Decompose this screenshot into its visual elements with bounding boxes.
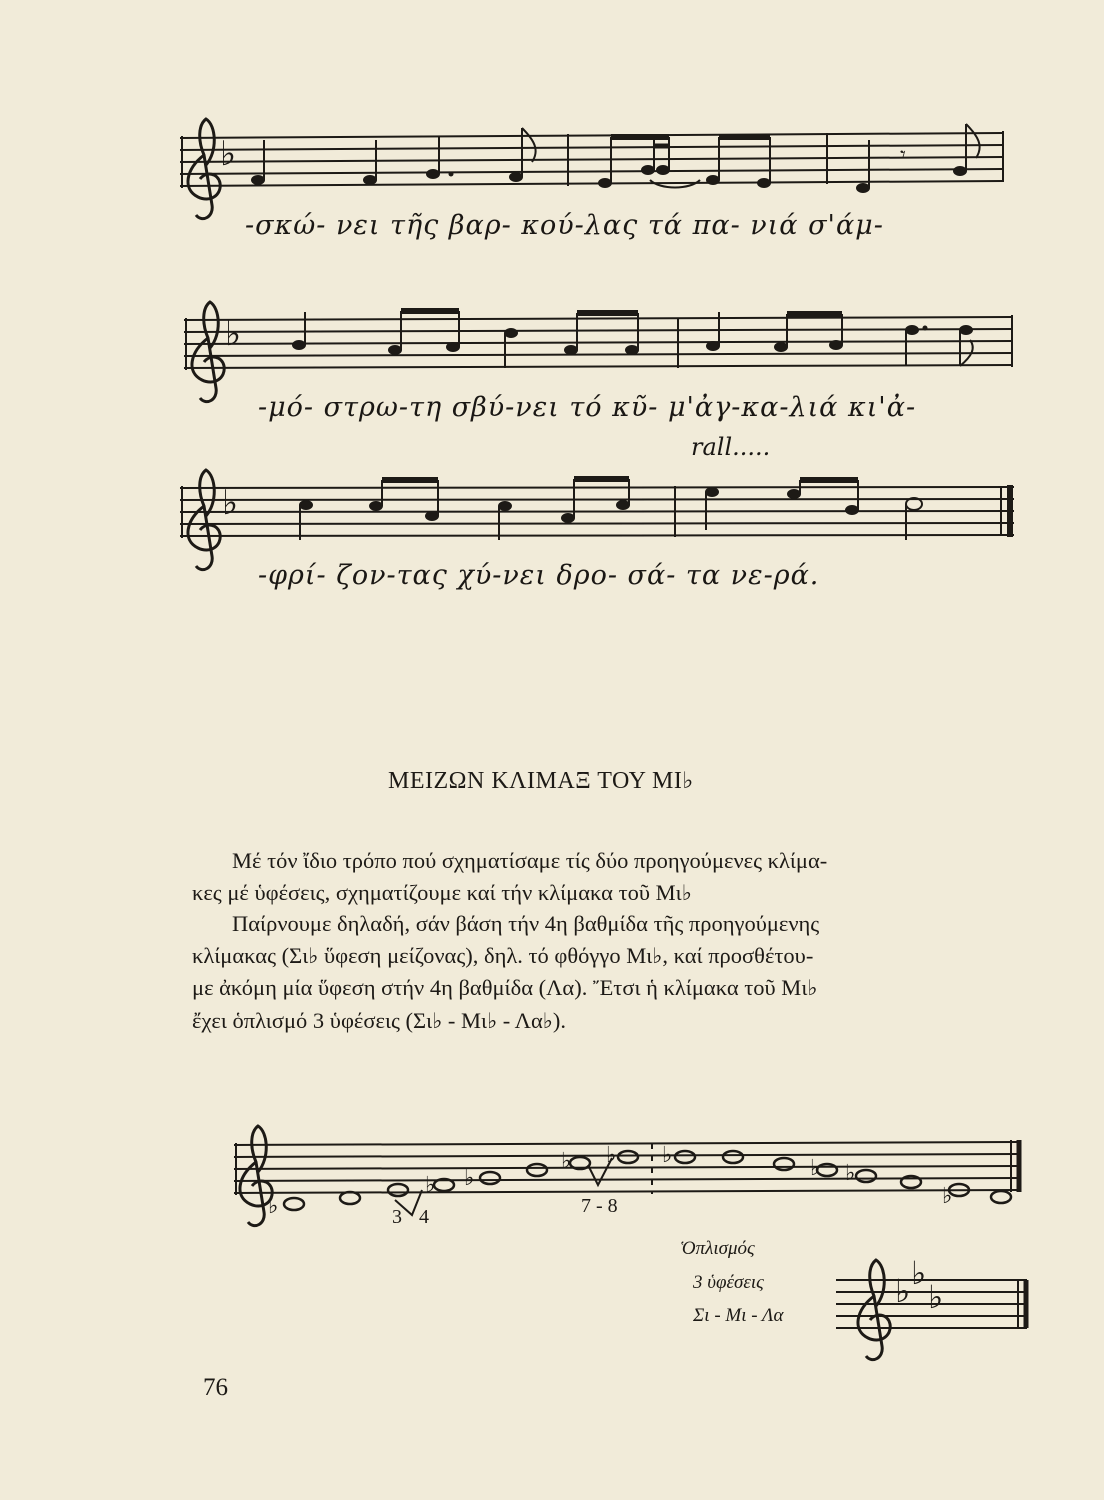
svg-text:♭: ♭ [928, 1279, 944, 1315]
svg-text:♭: ♭ [662, 1142, 673, 1167]
flat-symbol: ♭ [432, 1008, 443, 1034]
staff-system-1 [180, 119, 1003, 219]
page-number: 76 [203, 1374, 228, 1401]
body-line: Μέ τόν ἴδιο τρόπο πού σχηματίσαμε τίς δύο προηγούμενες κλίμα- [232, 848, 828, 873]
scale-staff [234, 1126, 1020, 1226]
rallentando-mark: rall..... [691, 433, 771, 461]
body-line-4: κλίμακας (Σι♭ ὕφεση μείζονας), δηλ. τό φθόγγο Μι♭, καί προσθέτου- [192, 942, 814, 969]
flat-symbol: ♭ [308, 943, 319, 969]
svg-text:♭: ♭ [845, 1160, 856, 1185]
scale-degree-4: 4 [419, 1206, 429, 1228]
key-signature-label: Ὁπλισμός [680, 1238, 755, 1259]
lyrics-line-3: -φρί- ζον-τας χύ-νει δρο- σά- τα νε-ρά. [258, 560, 820, 591]
svg-text:♭: ♭ [225, 316, 242, 353]
flat-symbol: ♭ [487, 1008, 498, 1034]
scale-degree-3: 3 [392, 1206, 402, 1228]
svg-text:♭: ♭ [464, 1165, 475, 1190]
flat-symbol: ♭ [652, 943, 663, 969]
key-signature-flats-count: 3 ὑφέσεις [693, 1272, 764, 1293]
section-heading [388, 768, 694, 795]
svg-text:♭: ♭ [425, 1172, 436, 1197]
svg-text:♭: ♭ [911, 1255, 927, 1291]
flat-symbol: ♭ [542, 1008, 553, 1034]
body-paragraph-2 [192, 908, 1022, 1037]
svg-text:♭: ♭ [222, 485, 239, 522]
svg-text:♭: ♭ [220, 136, 237, 173]
staff-system-2 [184, 302, 1012, 402]
body-paragraph-1 [192, 845, 1022, 909]
key-signature-notes: Σι - Μι - Λα [693, 1305, 784, 1326]
lyrics-line-2: -μό- στρω-τη σβύ-νει τό κῦ- μ'ἀγ-κα-λιά κι'ἀ- [258, 392, 917, 423]
flat-symbol: ♭ [807, 976, 818, 1001]
svg-text:𝄾: 𝄾 [900, 142, 906, 167]
lyrics-line-1: -σκώ- νει τῆς βαρ- κού-λας τά πα- νιά σ'άμ- [245, 210, 884, 241]
svg-text:♭: ♭ [942, 1183, 953, 1208]
body-line-5: με ἀκόμη μία ὕφεση στήν 4η βαθμίδα (Λα). Ἔτσι ἡ κλίμακα τοῦ Μι♭ [192, 975, 818, 1001]
flat-symbol: ♭ [682, 768, 694, 794]
svg-text:♭: ♭ [810, 1155, 821, 1180]
svg-text:♭: ♭ [606, 1142, 617, 1167]
body-line-6: ἔχει ὁπλισμό 3 ὑφέσεις (Σι♭ - Μι♭ - Λα♭). [192, 1007, 566, 1034]
body-line: Παίρνουμε δηλαδή, σάν βάση τήν 4η βαθμίδα τῆς προηγούμενης [232, 911, 820, 936]
staff-system-3 [180, 470, 1014, 570]
key-signature-staff [836, 1255, 1027, 1360]
heading-text: ΜΕΙΖΩΝ ΚΛΙΜΑΞ ΤΟΥ ΜΙ [388, 768, 683, 794]
scale-degree-7-8: 7 - 8 [581, 1195, 618, 1217]
svg-text:♭: ♭ [561, 1148, 572, 1173]
svg-text:♭: ♭ [895, 1273, 911, 1309]
svg-text:♭: ♭ [268, 1193, 279, 1218]
body-line-2: κες μέ ὑφέσεις, σχηματίζουμε καί τήν κλίμακα τοῦ Μι♭ [192, 879, 692, 906]
flat-symbol: ♭ [681, 880, 692, 906]
